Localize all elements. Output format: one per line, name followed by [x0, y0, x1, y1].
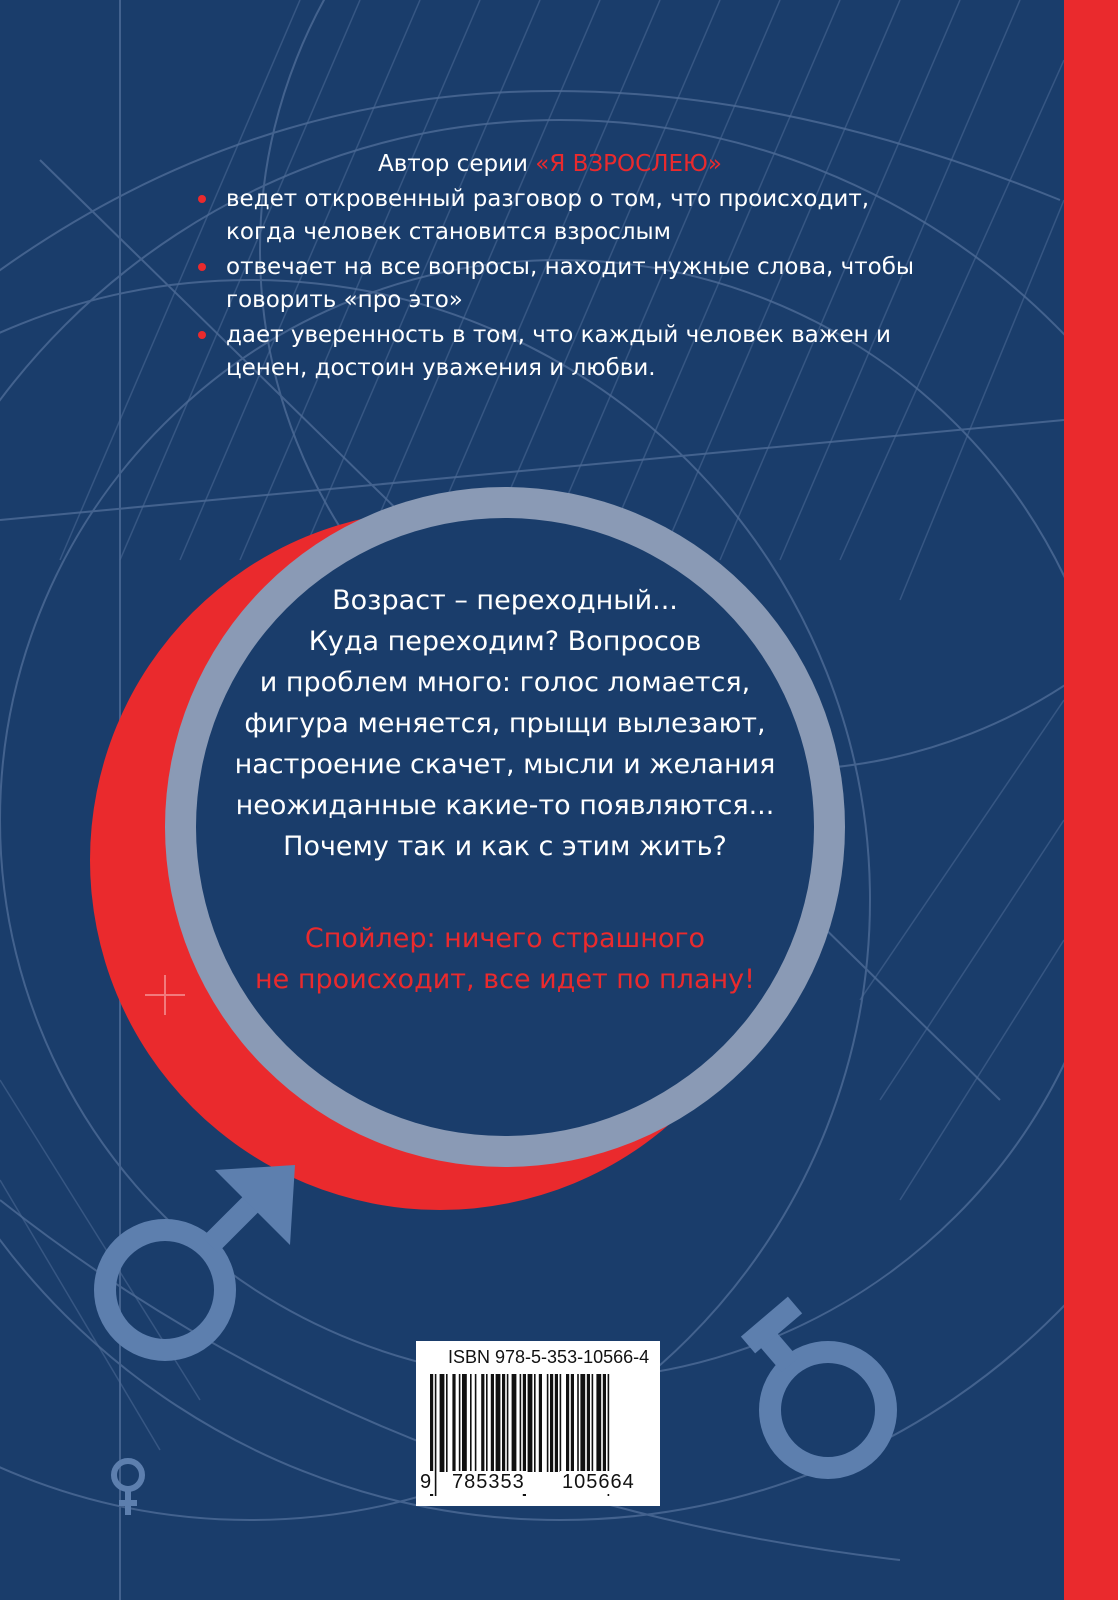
barcode-bar [547, 1374, 549, 1472]
barcode-bar [596, 1374, 601, 1472]
series-name: «Я ВЗРОСЛЕЮ» [535, 151, 722, 177]
barcode-bar [555, 1374, 558, 1472]
barcode-bar [603, 1374, 606, 1472]
barcode-bar [435, 1374, 437, 1496]
barcode-bar [452, 1374, 455, 1472]
feature-item: дает уверенность в том, что каждый человек важен и ценен, достоин уважения и любви. [198, 319, 918, 385]
barcode-bar [502, 1374, 505, 1472]
barcode-bar [481, 1374, 484, 1472]
barcode-bar [592, 1374, 594, 1472]
barcode-bar [580, 1374, 585, 1472]
series-title: Автор серии «Я ВЗРОСЛЕЮ» [378, 151, 722, 177]
barcode-bar [577, 1374, 579, 1472]
barcode-bar [571, 1374, 574, 1472]
small-female-symbol-icon [114, 1461, 142, 1515]
barcode-bar [539, 1374, 542, 1472]
barcode-digit-first: 9 [420, 1471, 433, 1493]
barcode-bar [470, 1374, 472, 1472]
barcode-bar [446, 1374, 448, 1472]
female-symbol-icon [748, 1305, 886, 1468]
barcode-bar [462, 1374, 467, 1472]
barcode-bar [507, 1374, 509, 1472]
barcode-bar [491, 1374, 494, 1472]
male-symbol-icon [105, 1187, 268, 1350]
barcode-bar [566, 1374, 569, 1472]
blurb-text: Возраст – переходный... Куда переходим? Вопросов и проблем много: голос ломается, фигура меняется, прыщи вылезают, настроение скачет, мысли и желания неожиданные какие-то появляются... Почему так и как с этим жить? [234, 585, 776, 862]
barcode-bar [560, 1374, 562, 1472]
barcode-bar [475, 1374, 477, 1472]
spoiler-text: Спойлер: ничего страшного не происходит, все идет по плану! [255, 923, 755, 995]
barcode-bar [534, 1374, 536, 1472]
barcode-bar [440, 1374, 445, 1472]
barcode-bar [459, 1374, 461, 1472]
isbn-label: ISBN 978-5-353-10566-4 [448, 1347, 650, 1367]
plus-star-icon [145, 975, 185, 1015]
barcode-digits-left: 785353 [452, 1471, 525, 1493]
barcode-digits-right: 105664 [562, 1471, 635, 1493]
barcode-bar [528, 1374, 533, 1472]
barcode-bar [520, 1374, 522, 1472]
barcode-bar [486, 1374, 488, 1472]
barcode-bar [550, 1374, 553, 1472]
barcode-bar [587, 1374, 590, 1472]
barcode-bar [496, 1374, 501, 1472]
feature-item: отвечает на все вопросы, находит нужные слова, чтобы говорить «про это» [198, 251, 918, 317]
feature-item: ведет откровенный разговор о том, что происходит, когда человек становится взрослым [198, 183, 918, 249]
barcode-bar [512, 1374, 517, 1472]
red-spine-strip [1064, 0, 1118, 1600]
